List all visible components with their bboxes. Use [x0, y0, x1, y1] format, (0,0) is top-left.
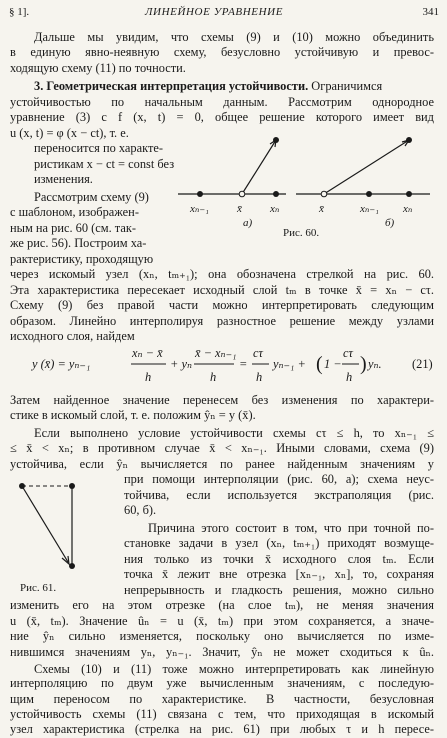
text-line: при помощи интерполяции (рис. 60, а); схема неус- — [124, 472, 434, 486]
fig61-characteristic-arrow — [22, 486, 68, 562]
section-mark: § 1]. — [9, 6, 30, 18]
text-line: Эта характеристика пересекает исходный слой tₘ в точке x̄ = xₙ − cτ. — [10, 283, 434, 297]
formula-paren-close: ) — [360, 353, 367, 375]
text-line: изменения. — [34, 172, 93, 186]
formula-frac3-num: cτ — [253, 346, 263, 360]
text-line: переносится по характе- — [34, 141, 164, 155]
text-line: нившимся значениям yₙ, yₙ₋₁. Значит, ŷₙ не может сходиться к ûₙ. — [10, 645, 434, 659]
fig61-caption: Рис. 61. — [20, 582, 57, 594]
text-line: становке задачи в узел (xₙ, tₘ₊₁) приходят возмуще- — [124, 536, 434, 550]
text-line: через искомый узел (xₙ, tₘ₊₁); она обозначена стрелкой на рис. 60. — [10, 267, 434, 281]
text-line: изменить его на этом отрезке (на слое tₘ), не меняя значения — [10, 598, 434, 612]
fig60b-label-xbar: x̄ — [319, 203, 324, 215]
text-line: устойчивость схемы (11) связана с тем, что приходящая в искомый — [10, 707, 434, 721]
text-line: интерполяцию по двум уже вычисленным значениям, с последую- — [10, 676, 434, 690]
text-line: узел характеристика (стрелка на рис. 61) при любых τ и h пересе- — [10, 722, 434, 736]
fig60b-label-xn: xₙ — [403, 203, 413, 215]
formula-mid: + yₙ — [170, 357, 192, 371]
text-line: 60, б). — [124, 503, 157, 517]
fig61-node-right — [69, 483, 75, 489]
text-line: ходящую схему (11) по точности. — [10, 61, 186, 75]
fig60-caption: Рис. 60. — [283, 227, 320, 239]
section-heading: 3. Геометрическая интерпретация устойчивости. — [34, 79, 309, 93]
text-line: точка x̄ лежит вне отрезка [xₙ₋₁, xₙ], то, сохраняя — [124, 567, 434, 581]
formula-lhs: y (x̄) = yₙ₋₁ — [32, 357, 91, 371]
fig60b-label-xn1: xₙ₋₁ — [360, 203, 379, 215]
formula-frac1-num: xₙ − x̄ — [132, 346, 163, 360]
text-line: же рис. 56). Построим ха- — [10, 236, 147, 250]
text-line: стике в искомый слой, т. е. положим ŷₙ = y (x̄). — [10, 408, 256, 422]
text-line: u (x, t) = φ (x − ct), т. е. — [10, 126, 129, 140]
text-line: тойчива, если используется экстраполяция (рис. — [124, 488, 434, 502]
formula-frac1-den: h — [145, 370, 152, 384]
fig60a-label-xbar: x̄ — [237, 203, 242, 215]
text-line: исходного слоя, найдем — [10, 329, 135, 343]
text-line: образом. Линейно интерполируя разностное решение между узлами — [10, 314, 434, 328]
text-line: ние ŷₙ сильно изменяется, поскольку оно вычисляется по изме- — [10, 629, 434, 643]
formula-eq: = — [239, 357, 248, 371]
text-line: Ограничимся — [308, 79, 383, 93]
text-line: ным на рис. 60 (см. так- — [10, 221, 137, 235]
text-line: ристикам x − ct = const без — [34, 157, 175, 171]
text-line: непрерывность и гладкость решения, можно сильно — [124, 583, 434, 597]
text-line: Если выполнено условие устойчивости схемы cτ ≤ h, то xₙ₋₁ ≤ — [34, 426, 434, 440]
text-line: Схему (9) без правой части можно интерпретировать следующим — [10, 298, 434, 312]
running-title: ЛИНЕЙНОЕ УРАВНЕНИЕ — [145, 6, 284, 18]
formula-tail: yₙ. — [368, 357, 382, 371]
text-line: уравнение (3) с f (x, t) = 0, общее решение которого имеет вид — [10, 110, 434, 124]
text-line: с шаблоном, изображен- — [10, 205, 139, 219]
text-line: устойчива, если ŷₙ вычисляется по ранее найденным значениям y — [10, 457, 434, 471]
fig60b-label: б) — [385, 217, 395, 229]
text-line: Рассмотрим схему (9) — [34, 190, 149, 204]
fig60a-label-xn1: xₙ₋₁ — [190, 203, 209, 215]
text-line: Схемы (10) и (11) тоже можно интерпретировать как линейную — [34, 662, 434, 676]
formula-frac4-den: h — [346, 370, 353, 384]
text-line: u (x̄, tₘ). Значение ûₙ = u (x̄, tₘ) при этом сохраняется, а значе- — [10, 614, 434, 628]
formula-frac2-num: x̄ − xₙ₋₁ — [195, 346, 237, 360]
formula-mid2: yₙ₋₁ + — [273, 357, 306, 371]
text-line: Дальше мы увидим, что схемы (9) и (10) можно объединить — [34, 30, 434, 44]
fig61-node-bottom — [69, 563, 75, 569]
formula-frac4-num: cτ — [343, 346, 353, 360]
text-line: Причина этого состоит в том, что при точной по- — [148, 521, 434, 535]
formula-number: (21) — [412, 357, 433, 371]
formula-frac3-den: h — [256, 370, 263, 384]
text-line: ния только из точки x̄ исходного слоя tₘ. Если — [124, 552, 434, 566]
text-line: в единую явно-неявную схему, безусловно устойчивую и превос- — [10, 45, 434, 59]
text-line: Затем найденное значение перенесем без изменения по характери- — [10, 393, 434, 407]
formula-paren-open: ( — [316, 353, 323, 375]
text-line: ≤ x̄ < xₙ; в противном случае x̄ < xₙ₋₁. Иными словами, схема (9) — [10, 441, 434, 455]
formula-frac2-den: h — [210, 370, 217, 384]
page-number: 341 — [422, 6, 439, 18]
fig60a-label: а) — [243, 217, 253, 229]
fig60a-label-xn: xₙ — [270, 203, 280, 215]
text-line: устойчивостью по начальным данным. Рассмотрим однородное — [10, 95, 434, 109]
text-line: рактеристику, проходящую — [10, 252, 154, 266]
fig61-node-left — [19, 483, 25, 489]
formula-one-minus: 1 − — [324, 357, 342, 371]
text-line: щим переносом по характеристике. В частности, безусловная — [10, 692, 434, 706]
